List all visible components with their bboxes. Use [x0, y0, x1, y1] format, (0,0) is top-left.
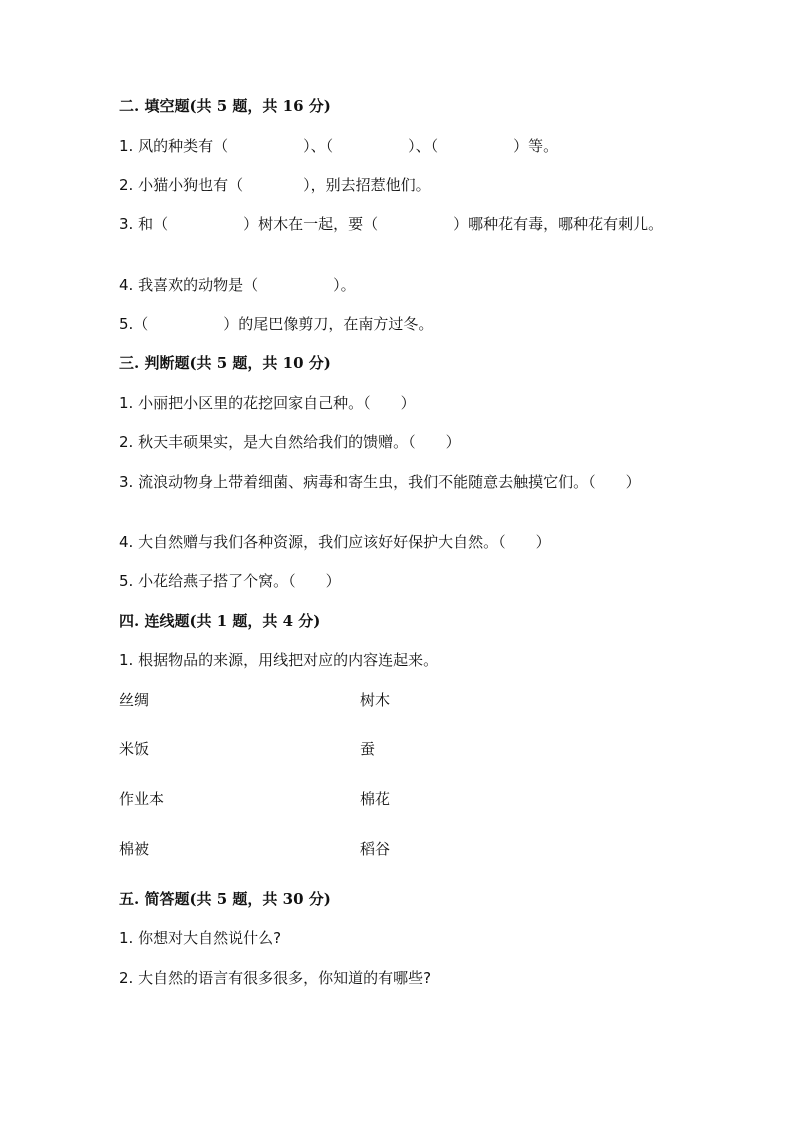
match-right-item: 稻谷 — [360, 840, 391, 858]
match-left-item: 棉被 — [119, 840, 150, 858]
question-judge-3: 3. 流浪动物身上带着细菌、病毒和寄生虫，我们不能随意去触摸它们。（ ） — [119, 473, 641, 491]
match-right-item: 棉花 — [360, 790, 391, 808]
question-short-2: 2. 大自然的语言有很多很多，你知道的有哪些? — [119, 969, 432, 987]
question-short-1: 1. 你想对大自然说什么? — [119, 929, 282, 947]
match-right-item: 树木 — [360, 691, 391, 709]
match-left-item: 米饭 — [119, 740, 150, 758]
section-heading-fill-blank: 二. 填空题(共 5 题，共 16 分) — [119, 97, 331, 115]
question-judge-1: 1. 小丽把小区里的花挖回家自己种。（ ） — [119, 394, 416, 412]
match-right-item: 蚕 — [360, 740, 376, 758]
section-heading-matching: 四. 连线题(共 1 题，共 4 分) — [119, 612, 321, 630]
question-fill-2: 2. 小猫小狗也有（ ），别去招惹他们。 — [119, 176, 431, 194]
question-fill-1: 1. 风的种类有（ ）、（ ）、（ ）等。 — [119, 137, 559, 155]
match-left-item: 丝绸 — [119, 691, 150, 709]
question-fill-3: 3. 和（ ）树木在一起，要（ ）哪种花有毒，哪种花有刺儿。 — [119, 215, 664, 233]
match-left-item: 作业本 — [119, 790, 165, 808]
question-match-1: 1. 根据物品的来源，用线把对应的内容连起来。 — [119, 651, 439, 669]
question-judge-5: 5. 小花给燕子搭了个窝。（ ） — [119, 572, 341, 590]
question-judge-2: 2. 秋天丰硕果实，是大自然给我们的馈赠。（ ） — [119, 433, 461, 451]
question-fill-5: 5.（ ）的尾巴像剪刀，在南方过冬。 — [119, 315, 434, 333]
section-heading-true-false: 三. 判断题(共 5 题，共 10 分) — [119, 354, 331, 372]
question-judge-4: 4. 大自然赠与我们各种资源，我们应该好好保护大自然。（ ） — [119, 533, 551, 551]
question-fill-4: 4. 我喜欢的动物是（ ）。 — [119, 276, 356, 294]
section-heading-short-answer: 五. 简答题(共 5 题，共 30 分) — [119, 890, 331, 908]
